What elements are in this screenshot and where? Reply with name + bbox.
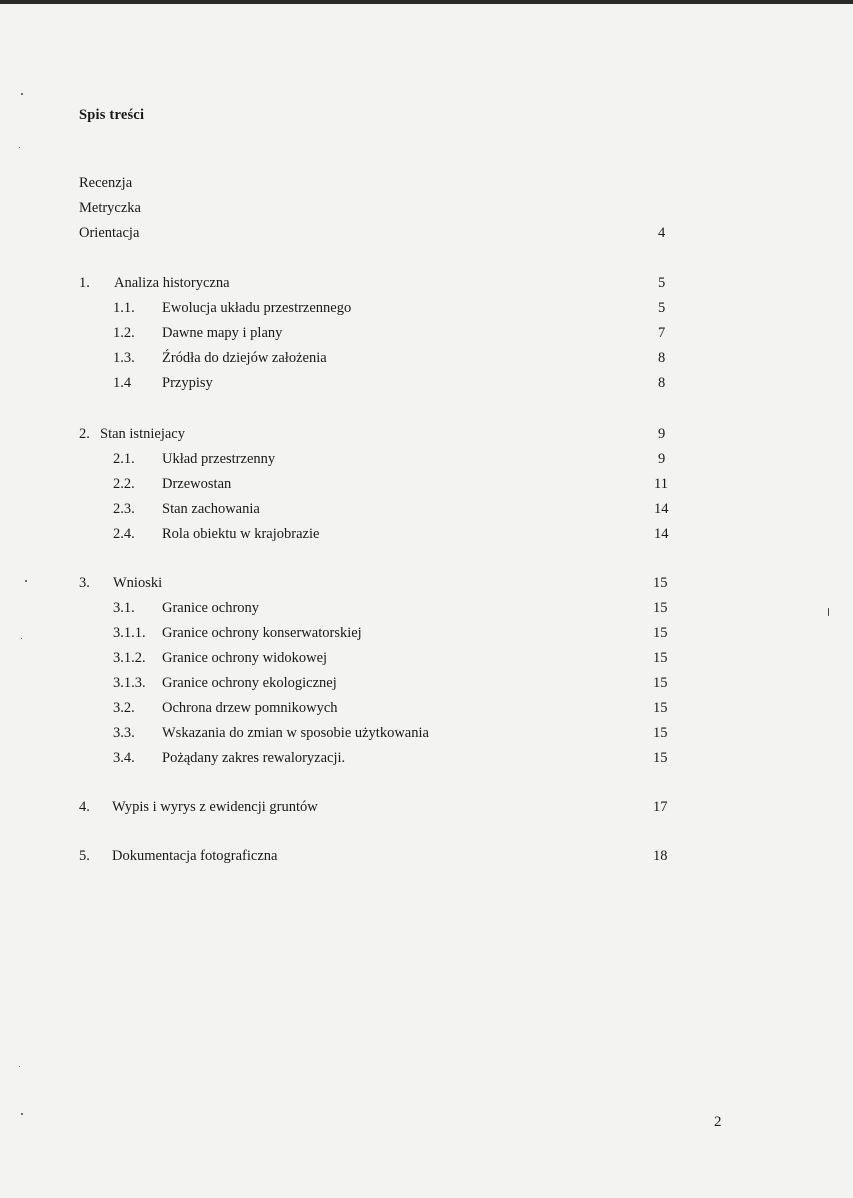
toc-subsection-number: 1.1. <box>113 300 135 316</box>
toc-section-number: 1. <box>79 275 90 291</box>
toc-subsection <box>113 499 699 519</box>
scan-speck <box>25 580 27 582</box>
toc-subsection-number: 2.4. <box>113 526 135 542</box>
toc-subsection-label: Granice ochrony konserwatorskiej <box>162 625 362 641</box>
scan-speck <box>828 608 829 616</box>
toc-subsection-number: 3.2. <box>113 700 135 716</box>
toc-section-page: 5 <box>658 275 666 291</box>
toc-subsection-page: 15 <box>653 725 668 741</box>
toc-subsection-page: 11 <box>654 476 668 492</box>
toc-subsection-label: Układ przestrzenny <box>162 451 276 467</box>
toc-entry-page: 4 <box>658 225 666 241</box>
toc-section <box>79 424 699 444</box>
toc-subsection <box>113 598 699 618</box>
toc-subsection-number: 3.1.3. <box>113 675 146 691</box>
toc-section-label: Stan istniejacy <box>100 426 185 442</box>
toc-subsection-number: 2.1. <box>113 451 135 467</box>
scan-speck <box>19 147 20 148</box>
toc-section <box>79 573 699 593</box>
toc-subsection-page: 5 <box>658 300 666 316</box>
toc-entry-label: Recenzja <box>79 175 133 191</box>
toc-subsection-number: 3.1.2. <box>113 650 146 666</box>
toc-front-entry <box>79 223 699 243</box>
toc-subsection-page: 15 <box>653 750 668 766</box>
toc-subsection-number: 1.4 <box>113 375 132 391</box>
toc-subsection <box>113 373 699 393</box>
toc-section-page: 9 <box>658 426 666 442</box>
scan-speck <box>21 93 23 95</box>
toc-subsection-page: 15 <box>653 700 668 716</box>
toc-subsection-label: Ochrona drzew pomnikowych <box>162 700 338 716</box>
toc-subsection <box>113 449 699 469</box>
toc-section <box>79 273 699 293</box>
toc-subsection-label: Dawne mapy i plany <box>162 325 283 341</box>
toc-subsection-page: 15 <box>653 600 668 616</box>
toc-subsection-label: Granice ochrony <box>162 600 260 616</box>
toc-subsection-label: Wskazania do zmian w sposobie użytkowania <box>162 725 429 741</box>
toc-section <box>79 846 699 866</box>
toc-section-label: Wnioski <box>113 575 163 591</box>
toc-subsection-page: 15 <box>653 675 668 691</box>
toc-subsection-number: 2.3. <box>113 501 135 517</box>
toc-subsection <box>113 673 699 693</box>
toc-subsection-number: 3.1.1. <box>113 625 146 641</box>
toc-section-number: 4. <box>79 799 90 815</box>
toc-subsection <box>113 524 699 544</box>
toc-subsection-label: Ewolucja układu przestrzennego <box>162 300 352 316</box>
toc-subsection-page: 14 <box>654 526 669 542</box>
toc-section-number: 5. <box>79 848 90 864</box>
toc-subsection-label: Granice ochrony ekologicznej <box>162 675 337 691</box>
toc-subsection <box>113 723 699 743</box>
scan-speck <box>19 1066 20 1067</box>
toc-section-page: 17 <box>653 799 668 815</box>
toc-entry-label: Metryczka <box>79 200 141 216</box>
toc-section <box>79 797 699 817</box>
toc-subsection-label: Przypisy <box>162 375 213 391</box>
toc-entry-label: Orientacja <box>79 225 140 241</box>
toc-subsection-page: 8 <box>658 375 666 391</box>
toc-subsection-label: Stan zachowania <box>162 501 260 517</box>
toc-subsection <box>113 298 699 318</box>
toc-subsection-label: Źródła do dziejów założenia <box>162 350 327 366</box>
toc-subsection-page: 14 <box>654 501 669 517</box>
toc-subsection-number: 1.2. <box>113 325 135 341</box>
toc-subsection <box>113 323 699 343</box>
toc-section-number: 3. <box>79 575 90 591</box>
toc-subsection-number: 2.2. <box>113 476 135 492</box>
toc-subsection-page: 15 <box>653 650 668 666</box>
toc-subsection-number: 3.1. <box>113 600 135 616</box>
toc-section-label: Dokumentacja fotograficzna <box>112 848 278 864</box>
toc-subsection-label: Rola obiektu w krajobrazie <box>162 526 320 542</box>
toc-subsection-page: 15 <box>653 625 668 641</box>
toc-section-page: 18 <box>653 848 668 864</box>
toc-subsection <box>113 748 699 768</box>
toc-section-page: 15 <box>653 575 668 591</box>
scan-speck <box>21 638 22 639</box>
toc-subsection <box>113 623 699 643</box>
toc-section-label: Wypis i wyrys z ewidencji gruntów <box>112 799 318 815</box>
scan-speck <box>21 1113 23 1115</box>
toc-subsection-number: 1.3. <box>113 350 135 366</box>
page-title: Spis treści <box>79 107 145 123</box>
toc-subsection <box>113 348 699 368</box>
toc-subsection <box>113 474 699 494</box>
toc-subsection-label: Granice ochrony widokowej <box>162 650 328 666</box>
toc-subsection-label: Drzewostan <box>162 476 232 492</box>
toc-section-label: Analiza historyczna <box>114 275 230 291</box>
toc-subsection-number: 3.4. <box>113 750 135 766</box>
toc-subsection-number: 3.3. <box>113 725 135 741</box>
toc-subsection-page: 8 <box>658 350 666 366</box>
toc-subsection-page: 7 <box>658 325 666 341</box>
toc-subsection-page: 9 <box>658 451 666 467</box>
page-number: 2 <box>714 1114 722 1130</box>
toc-subsection-label: Pożądany zakres rewaloryzacji. <box>162 750 346 766</box>
toc-subsection <box>113 648 699 668</box>
toc-section-number: 2. <box>79 426 90 442</box>
toc-subsection <box>113 698 699 718</box>
